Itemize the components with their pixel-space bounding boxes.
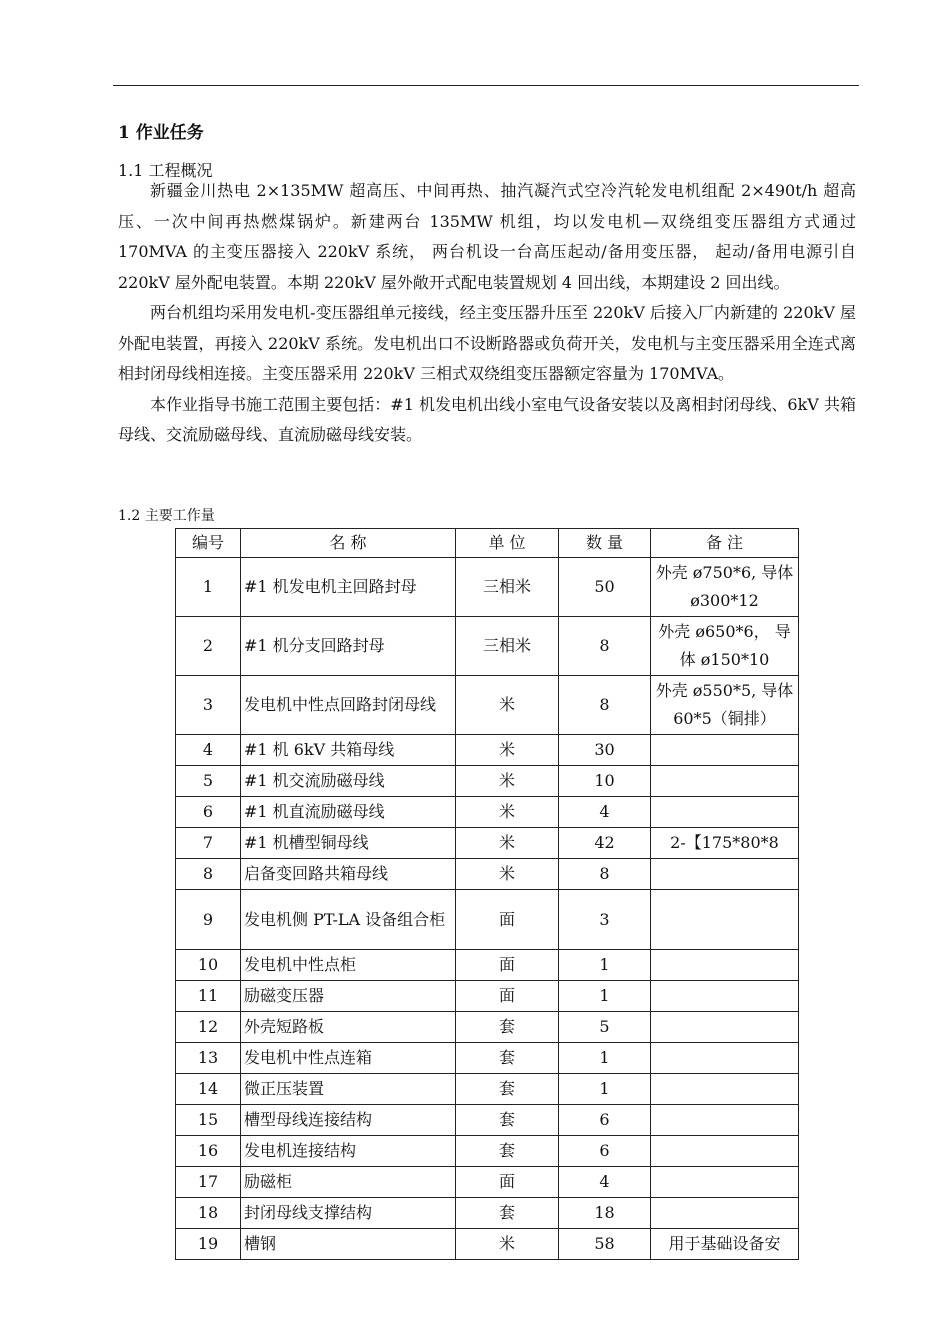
cell-unit: 三相米 <box>456 558 559 617</box>
cell-remark <box>651 766 799 797</box>
cell-name: 微正压装置 <box>241 1074 456 1105</box>
cell-quantity: 42 <box>559 828 651 859</box>
cell-quantity: 1 <box>559 981 651 1012</box>
cell-name: 励磁变压器 <box>241 981 456 1012</box>
cell-id: 6 <box>176 797 241 828</box>
cell-unit: 套 <box>456 1105 559 1136</box>
cell-quantity: 5 <box>559 1012 651 1043</box>
cell-remark <box>651 735 799 766</box>
table-row <box>176 950 799 981</box>
cell-name: 启备变回路共箱母线 <box>241 859 456 890</box>
cell-name: 槽型母线连接结构 <box>241 1105 456 1136</box>
table-row <box>176 797 799 828</box>
header-rule <box>113 85 859 86</box>
cell-remark: 2-【175*80*8 <box>651 828 799 859</box>
cell-remark <box>651 797 799 828</box>
cell-name: #1 机直流励磁母线 <box>241 797 456 828</box>
column-header: 编号 <box>176 529 241 558</box>
cell-name: #1 机分支回路封母 <box>241 617 456 676</box>
table-row <box>176 735 799 766</box>
table-row <box>176 890 799 950</box>
cell-remark <box>651 1105 799 1136</box>
subsection-heading-overview: 1.1 工程概况 <box>118 161 213 180</box>
cell-remark: 外壳 ø550*5, 导体 60*5（铜排） <box>651 676 799 735</box>
cell-id: 3 <box>176 676 241 735</box>
cell-remark <box>651 1043 799 1074</box>
cell-id: 5 <box>176 766 241 797</box>
cell-id: 13 <box>176 1043 241 1074</box>
cell-unit: 米 <box>456 828 559 859</box>
cell-id: 2 <box>176 617 241 676</box>
cell-id: 18 <box>176 1198 241 1229</box>
cell-remark <box>651 890 799 950</box>
cell-unit: 面 <box>456 981 559 1012</box>
cell-remark <box>651 1167 799 1198</box>
cell-remark <box>651 1074 799 1105</box>
cell-quantity: 6 <box>559 1136 651 1167</box>
table-header-row <box>176 529 799 558</box>
cell-quantity: 30 <box>559 735 651 766</box>
cell-quantity: 1 <box>559 1074 651 1105</box>
cell-name: 发电机连接结构 <box>241 1136 456 1167</box>
cell-quantity: 4 <box>559 1167 651 1198</box>
cell-unit: 面 <box>456 1167 559 1198</box>
cell-id: 19 <box>176 1229 241 1260</box>
cell-unit: 米 <box>456 676 559 735</box>
paragraph: 新疆金川热电 2×135MW 超高压、中间再热、抽汽凝汽式空冷汽轮发电机组配 2×490t/h 超高压、一次中间再热燃煤锅炉。新建两台 135MW 机组，均以发电机—双绕组变压器组方式通过 170MVA 的主变压器接入 220kV 系统， 两台机设一台高压起动/备用变压器， 起动/备用电源引自 220kV 屋外配电装置。本期 220kV 屋外敞开式配电装置规划 4 回出线，本期建设 2 回出线。 <box>118 181 856 292</box>
cell-id: 14 <box>176 1074 241 1105</box>
cell-remark <box>651 981 799 1012</box>
cell-unit: 米 <box>456 735 559 766</box>
cell-name: #1 机 6kV 共箱母线 <box>241 735 456 766</box>
table-row <box>176 1012 799 1043</box>
cell-name: 发电机侧 PT-LA 设备组合柜 <box>241 890 456 950</box>
table-row <box>176 1167 799 1198</box>
cell-unit: 套 <box>456 1043 559 1074</box>
cell-name: #1 机发电机主回路封母 <box>241 558 456 617</box>
cell-unit: 套 <box>456 1136 559 1167</box>
table-row <box>176 1043 799 1074</box>
cell-id: 8 <box>176 859 241 890</box>
table-row <box>176 676 799 735</box>
cell-unit: 米 <box>456 1229 559 1260</box>
table-row <box>176 1074 799 1105</box>
table-row <box>176 1136 799 1167</box>
table-row <box>176 1198 799 1229</box>
cell-id: 17 <box>176 1167 241 1198</box>
cell-remark <box>651 1136 799 1167</box>
cell-unit: 套 <box>456 1012 559 1043</box>
cell-remark: 外壳 ø750*6, 导体 ø300*12 <box>651 558 799 617</box>
cell-name: #1 机交流励磁母线 <box>241 766 456 797</box>
cell-unit: 面 <box>456 950 559 981</box>
cell-id: 11 <box>176 981 241 1012</box>
cell-unit: 米 <box>456 797 559 828</box>
cell-id: 7 <box>176 828 241 859</box>
table-row <box>176 828 799 859</box>
paragraph: 本作业指导书施工范围主要包括：#1 机发电机出线小室电气设备安装以及离相封闭母线、6kV 共箱母线、交流励磁母线、直流励磁母线安装。 <box>118 394 856 444</box>
cell-quantity: 3 <box>559 890 651 950</box>
cell-quantity: 10 <box>559 766 651 797</box>
cell-quantity: 1 <box>559 950 651 981</box>
table-row <box>176 1105 799 1136</box>
cell-remark <box>651 950 799 981</box>
cell-name: 发电机中性点柜 <box>241 950 456 981</box>
cell-unit: 套 <box>456 1074 559 1105</box>
table-row <box>176 981 799 1012</box>
cell-remark: 外壳 ø650*6， 导体 ø150*10 <box>651 617 799 676</box>
cell-name: 封闭母线支撑结构 <box>241 1198 456 1229</box>
cell-id: 1 <box>176 558 241 617</box>
cell-unit: 米 <box>456 766 559 797</box>
table-row <box>176 558 799 617</box>
cell-id: 16 <box>176 1136 241 1167</box>
cell-id: 15 <box>176 1105 241 1136</box>
cell-remark <box>651 1012 799 1043</box>
cell-name: #1 机槽型铜母线 <box>241 828 456 859</box>
table-row <box>176 766 799 797</box>
cell-quantity: 6 <box>559 1105 651 1136</box>
cell-name: 槽钢 <box>241 1229 456 1260</box>
cell-quantity: 8 <box>559 617 651 676</box>
subsection-heading-workload: 1.2 主要工作量 <box>118 508 215 524</box>
cell-id: 10 <box>176 950 241 981</box>
column-header: 单 位 <box>456 529 559 558</box>
cell-remark <box>651 859 799 890</box>
workload-table <box>175 528 799 1260</box>
cell-quantity: 8 <box>559 676 651 735</box>
cell-unit: 面 <box>456 890 559 950</box>
table-row <box>176 859 799 890</box>
cell-quantity: 18 <box>559 1198 651 1229</box>
cell-name: 励磁柜 <box>241 1167 456 1198</box>
cell-quantity: 4 <box>559 797 651 828</box>
cell-remark: 用于基础设备安 <box>651 1229 799 1260</box>
column-header: 备 注 <box>651 529 799 558</box>
section-heading: 1 作业任务 <box>118 123 204 143</box>
overview-body <box>118 176 856 451</box>
cell-unit: 套 <box>456 1198 559 1229</box>
cell-id: 4 <box>176 735 241 766</box>
table-row <box>176 617 799 676</box>
cell-unit: 米 <box>456 859 559 890</box>
cell-quantity: 50 <box>559 558 651 617</box>
cell-unit: 三相米 <box>456 617 559 676</box>
column-header: 名 称 <box>241 529 456 558</box>
cell-name: 发电机中性点连箱 <box>241 1043 456 1074</box>
cell-name: 发电机中性点回路封闭母线 <box>241 676 456 735</box>
paragraph: 两台机组均采用发电机-变压器组单元接线，经主变压器升压至 220kV 后接入厂内新建的 220kV 屋外配电装置，再接入 220kV 系统。发电机出口不设断路器或负荷开关，发电机与主变压器采用全连式离相封闭母线相连接。主变压器采用 220kV 三相式双绕组变压器额定容量为 170MVA。 <box>118 303 856 383</box>
column-header: 数 量 <box>559 529 651 558</box>
cell-name: 外壳短路板 <box>241 1012 456 1043</box>
cell-quantity: 8 <box>559 859 651 890</box>
table-row <box>176 1229 799 1260</box>
cell-id: 9 <box>176 890 241 950</box>
cell-id: 12 <box>176 1012 241 1043</box>
cell-remark <box>651 1198 799 1229</box>
cell-quantity: 58 <box>559 1229 651 1260</box>
cell-quantity: 1 <box>559 1043 651 1074</box>
